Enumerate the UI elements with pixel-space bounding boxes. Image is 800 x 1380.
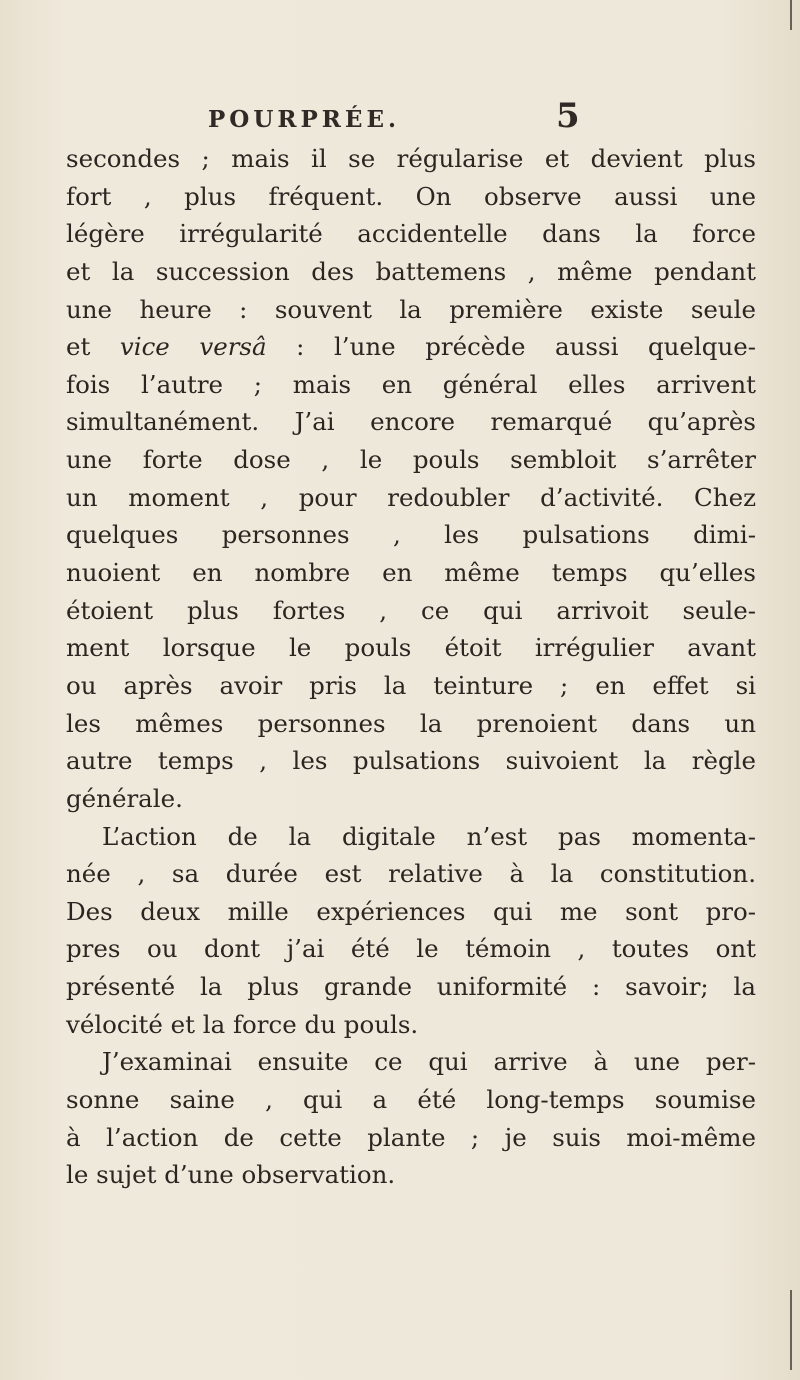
text-line-10: un moment , pour redoubler d’activité. Chez <box>66 482 756 512</box>
text-line-6-post: : l’une précède aussi quelque- <box>266 332 756 362</box>
italic-phrase: vice versâ <box>119 332 267 362</box>
text-line-3: légère irrégularité accidentelle dans la force <box>66 219 756 249</box>
text-line-2: fort , plus fréquent. On observe aussi une <box>66 181 756 211</box>
text-line-27: à l’action de cette plante ; je suis moi-même <box>66 1122 756 1152</box>
text-line-14: ment lorsque le pouls étoit irrégulier avant <box>66 633 756 663</box>
text-line-13: étoient plus fortes , ce qui arrivoit seule- <box>66 595 756 625</box>
text-line-1: secondes ; mais il se régularise et devient plus <box>66 144 756 173</box>
text-line-26: sonne saine , qui a été long-temps soumise <box>66 1085 756 1115</box>
text-line-6-pre: et <box>66 332 120 362</box>
text-line-5: une heure : souvent la première existe seule <box>66 294 756 324</box>
text-line-18: générale. <box>66 783 183 813</box>
text-line-25: J’examinai ensuite ce qui arrive à une per- <box>102 1047 756 1077</box>
text-line-21: Des deux mille expériences qui me sont pro- <box>66 896 756 926</box>
text-line-6 <box>66 328 756 366</box>
page-number: 5 <box>556 96 580 136</box>
running-head <box>0 96 800 136</box>
text-line-11: quelques personnes , les pulsations dimi- <box>66 520 756 550</box>
text-line-22: pres ou dont j’ai été le témoin , toutes ont <box>66 934 756 964</box>
text-line-9: une forte dose , le pouls sembloit s’arrêter <box>66 445 756 475</box>
page-edge-mark-top <box>790 0 792 30</box>
running-title: POURPRÉE. <box>208 106 400 133</box>
text-line-19: L’action de la digitale n’est pas momenta- <box>102 821 756 851</box>
text-line-4: et la succession des battemens , même pendant <box>66 256 756 286</box>
text-line-23: présenté la plus grande uniformité : savoir; la <box>66 972 756 1002</box>
text-line-15: ou après avoir pris la teinture ; en effet si <box>66 670 756 700</box>
page-edge-mark-bottom <box>790 1290 792 1370</box>
text-line-28: le sujet d’une observation. <box>66 1160 396 1190</box>
text-line-16: les mêmes personnes la prenoient dans un <box>66 708 756 738</box>
text-line-8: simultanément. J’ai encore remarqué qu’après <box>66 407 756 437</box>
text-line-12: nuoient en nombre en même temps qu’elles <box>66 558 756 588</box>
text-line-24: vélocité et la force du pouls. <box>66 1009 419 1039</box>
text-line-7: fois l’autre ; mais en général elles arrivent <box>66 369 756 399</box>
text-line-20: née , sa durée est relative à la constitution. <box>66 859 756 889</box>
text-line-17: autre temps , les pulsations suivoient la règle <box>66 746 756 776</box>
body-text <box>66 140 756 1194</box>
